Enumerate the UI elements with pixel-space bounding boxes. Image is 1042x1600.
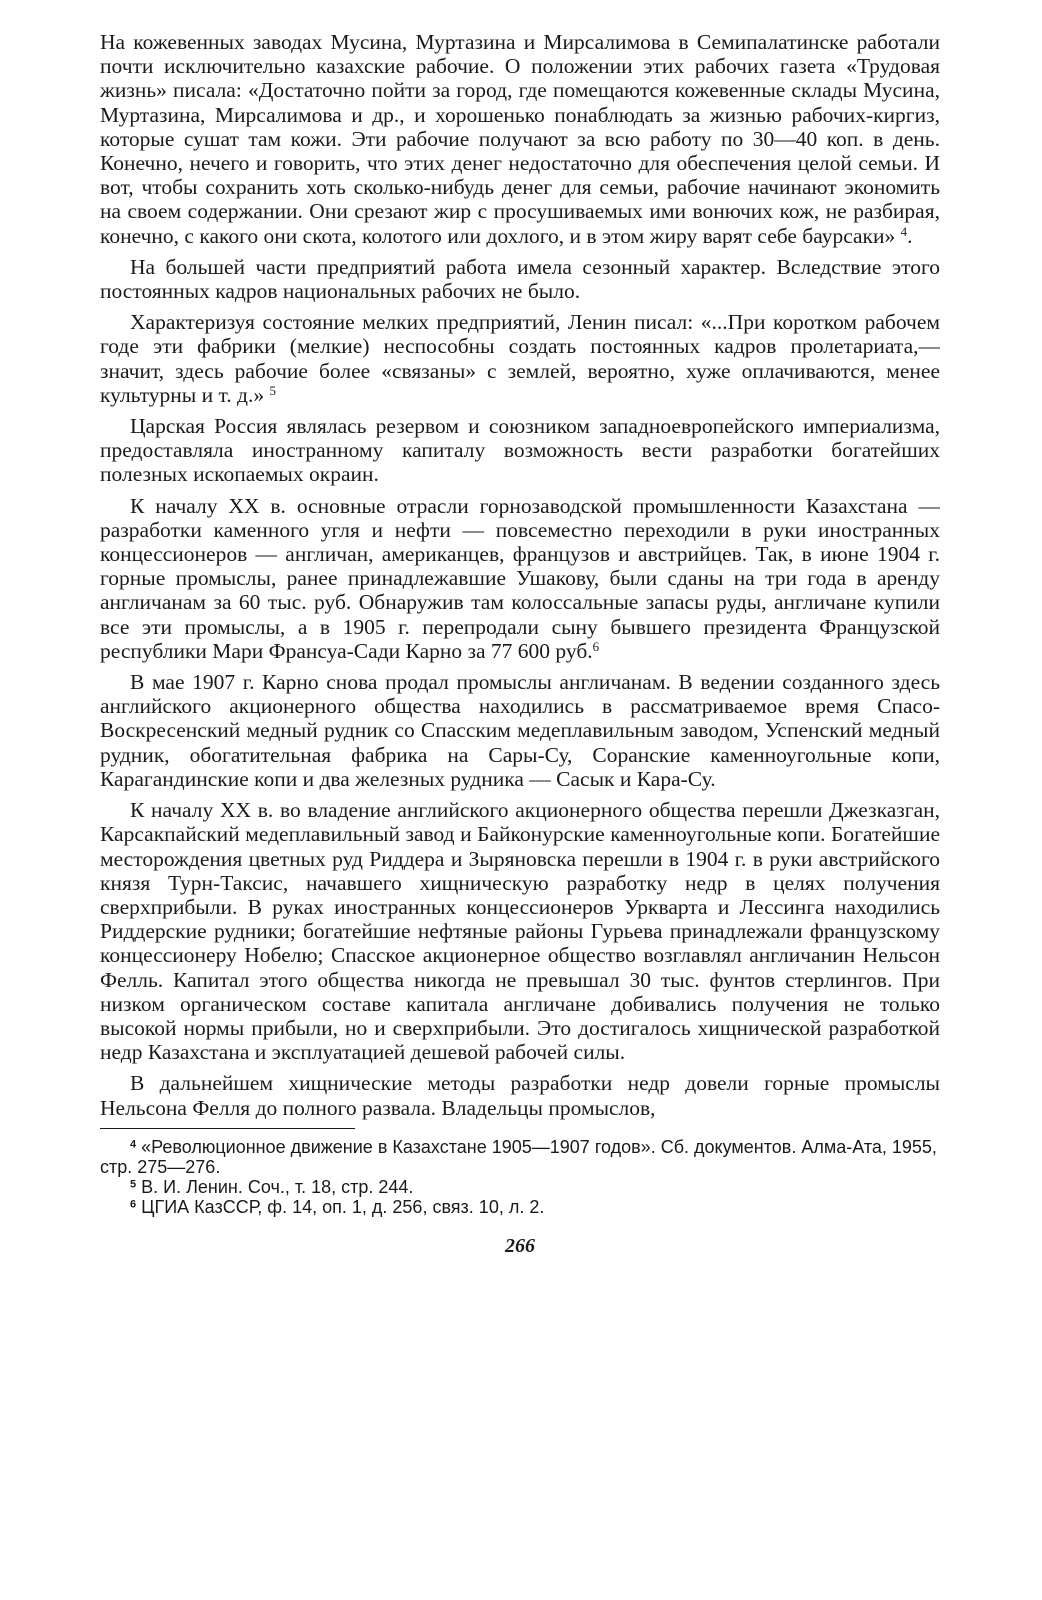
paragraph-text: В дальнейшем хищнические методы разработки недр довели горные промыслы Нельсона Фелля до полного развала. Владельцы промыслов, <box>100 1071 940 1120</box>
paragraph <box>100 255 940 303</box>
page-number: 266 <box>505 1234 535 1257</box>
paragraph-text: В мае 1907 г. Карно снова продал промыслы англичанам. В ведении созданного здесь английского акционерного общества находились в рассматриваемое время Спасо-Воскресенский медный рудник со Спасским медеплавильным заводом, Успенский медный рудник, обогатительная фабрика на Сары-Су, Соранские каменноугольные копи, Карагандинские копи и два железных рудника — Сасык и Кара-Су. <box>100 670 940 791</box>
footnotes <box>100 1137 940 1217</box>
paragraph <box>100 30 940 248</box>
paragraph-text: Характеризуя состояние мелких предприятий, Ленин писал: «...При коротком рабочем годе эти фабрики (мелкие) неспособны создать постоянных кадров пролетариата,— значит, здесь рабочие более «связаны» с землей, вероятно, хуже оплачиваются, менее культурны и т. д.» <box>100 310 940 407</box>
footnote-mark: 5 <box>130 1178 137 1191</box>
footnote-rule <box>100 1128 355 1129</box>
paragraph <box>100 310 940 407</box>
footnote-mark: 6 <box>130 1198 137 1211</box>
footnote-text: В. И. Ленин. Соч., т. 18, стр. 244. <box>141 1176 414 1197</box>
paragraph-text: На кожевенных заводах Мусина, Муртазина и Мирсалимова в Семипалатинске работали почти исключительно казахские рабочие. О положении этих рабочих газета «Трудовая жизнь» писала: «Достаточно пойти за город, где помещаются кожевенные склады Мусина, Муртазина, Мирсалимова и др., и хорошенько понаблюдать за жизнью рабочих-киргиз, которые сушат там кожи. Эти рабочие получают за всю работу по 30—40 коп. в день. Конечно, нечего и говорить, что этих денег недостаточно для обеспечения целой семьи. И вот, чтобы сохранить хоть сколько-нибудь денег для семьи, рабочие начинают экономить на своем содержании. Они срезают жир с просушиваемых ими вонючих кож, не разбирая, конечно, с какого они скота, колотого или дохлого, и в этом жиру варят себе баурсаки» <box>100 30 940 248</box>
paragraph <box>100 670 940 791</box>
paragraph-text: Царская Россия являлась резервом и союзником западноевропейского империализма, предоставляла иностранному капиталу возможность вести разработки богатейших полезных ископаемых окраин. <box>100 414 940 487</box>
footnote <box>100 1177 940 1197</box>
footnote <box>100 1197 940 1217</box>
footnote-ref: 5 <box>269 382 276 398</box>
book-page <box>100 30 940 1570</box>
paragraph-text: К началу XX в. во владение английского акционерного общества перешли Джезказган, Карсакпайский медеплавильный завод и Байконурские каменноугольные копи. Богатейшие месторождения цветных руд Риддера и Зыряновска перешли в 1904 г. в руки австрийского князя Турн-Таксис, начавшего хищническую разработку недр в целях получения сверхприбыли. В руках иностранных концессионеров Уркварта и Лессинга находились Риддерские рудники; богатейшие нефтяные районы Гурьева принадлежали французскому концессионеру Нобелю; Спасское акционерное общество возглавлял англичанин Нельсон Фелль. Капитал этого общества никогда не превышал 30 тыс. фунтов стерлингов. При низком органическом составе капитала англичане добивались получения не только высокой нормы прибыли, но и сверхприбыли. Это достигалось хищнической разработкой недр Казахстана и эксплуатацией дешевой рабочей силы. <box>100 798 940 1065</box>
footnote-text: «Революционное движение в Казахстане 1905—1907 годов». Сб. документов. Алма-Ата, 1955, стр. 275—276. <box>100 1136 937 1177</box>
paragraph-text: К началу XX в. основные отрасли горнозаводской промышленности Казахстана — разработки каменного угля и нефти — повсеместно переходили в руки иностранных концессионеров — англичан, американцев, французов и австрийцев. Так, в июне 1904 г. горные промыслы, ранее принадлежавшие Ушакову, были сданы на три года в аренду англичанам за 60 тыс. руб. Обнаружив там колоссальные запасы руды, англичане купили все эти промыслы, а в 1905 г. перепродали сыну бывшего президента Французской республики Мари Франсуа-Сади Карно за 77 600 руб. <box>100 493 940 663</box>
footnote-text: ЦГИА КазССР, ф. 14, оп. 1, д. 256, связ. 10, л. 2. <box>141 1196 545 1217</box>
footnote <box>100 1137 940 1177</box>
main-text <box>100 30 940 1120</box>
footnote-ref: 4 <box>900 223 908 239</box>
paragraph-tail: . <box>907 223 913 248</box>
paragraph-text: На большей части предприятий работа имела сезонный характер. Вследствие этого постоянных кадров национальных рабочих не было. <box>100 254 940 304</box>
footnote-mark: 4 <box>130 1138 137 1151</box>
paragraph <box>100 798 940 1064</box>
paragraph <box>100 414 940 487</box>
footnote-ref: 6 <box>592 638 600 654</box>
paragraph <box>100 494 940 663</box>
paragraph <box>100 1071 940 1119</box>
